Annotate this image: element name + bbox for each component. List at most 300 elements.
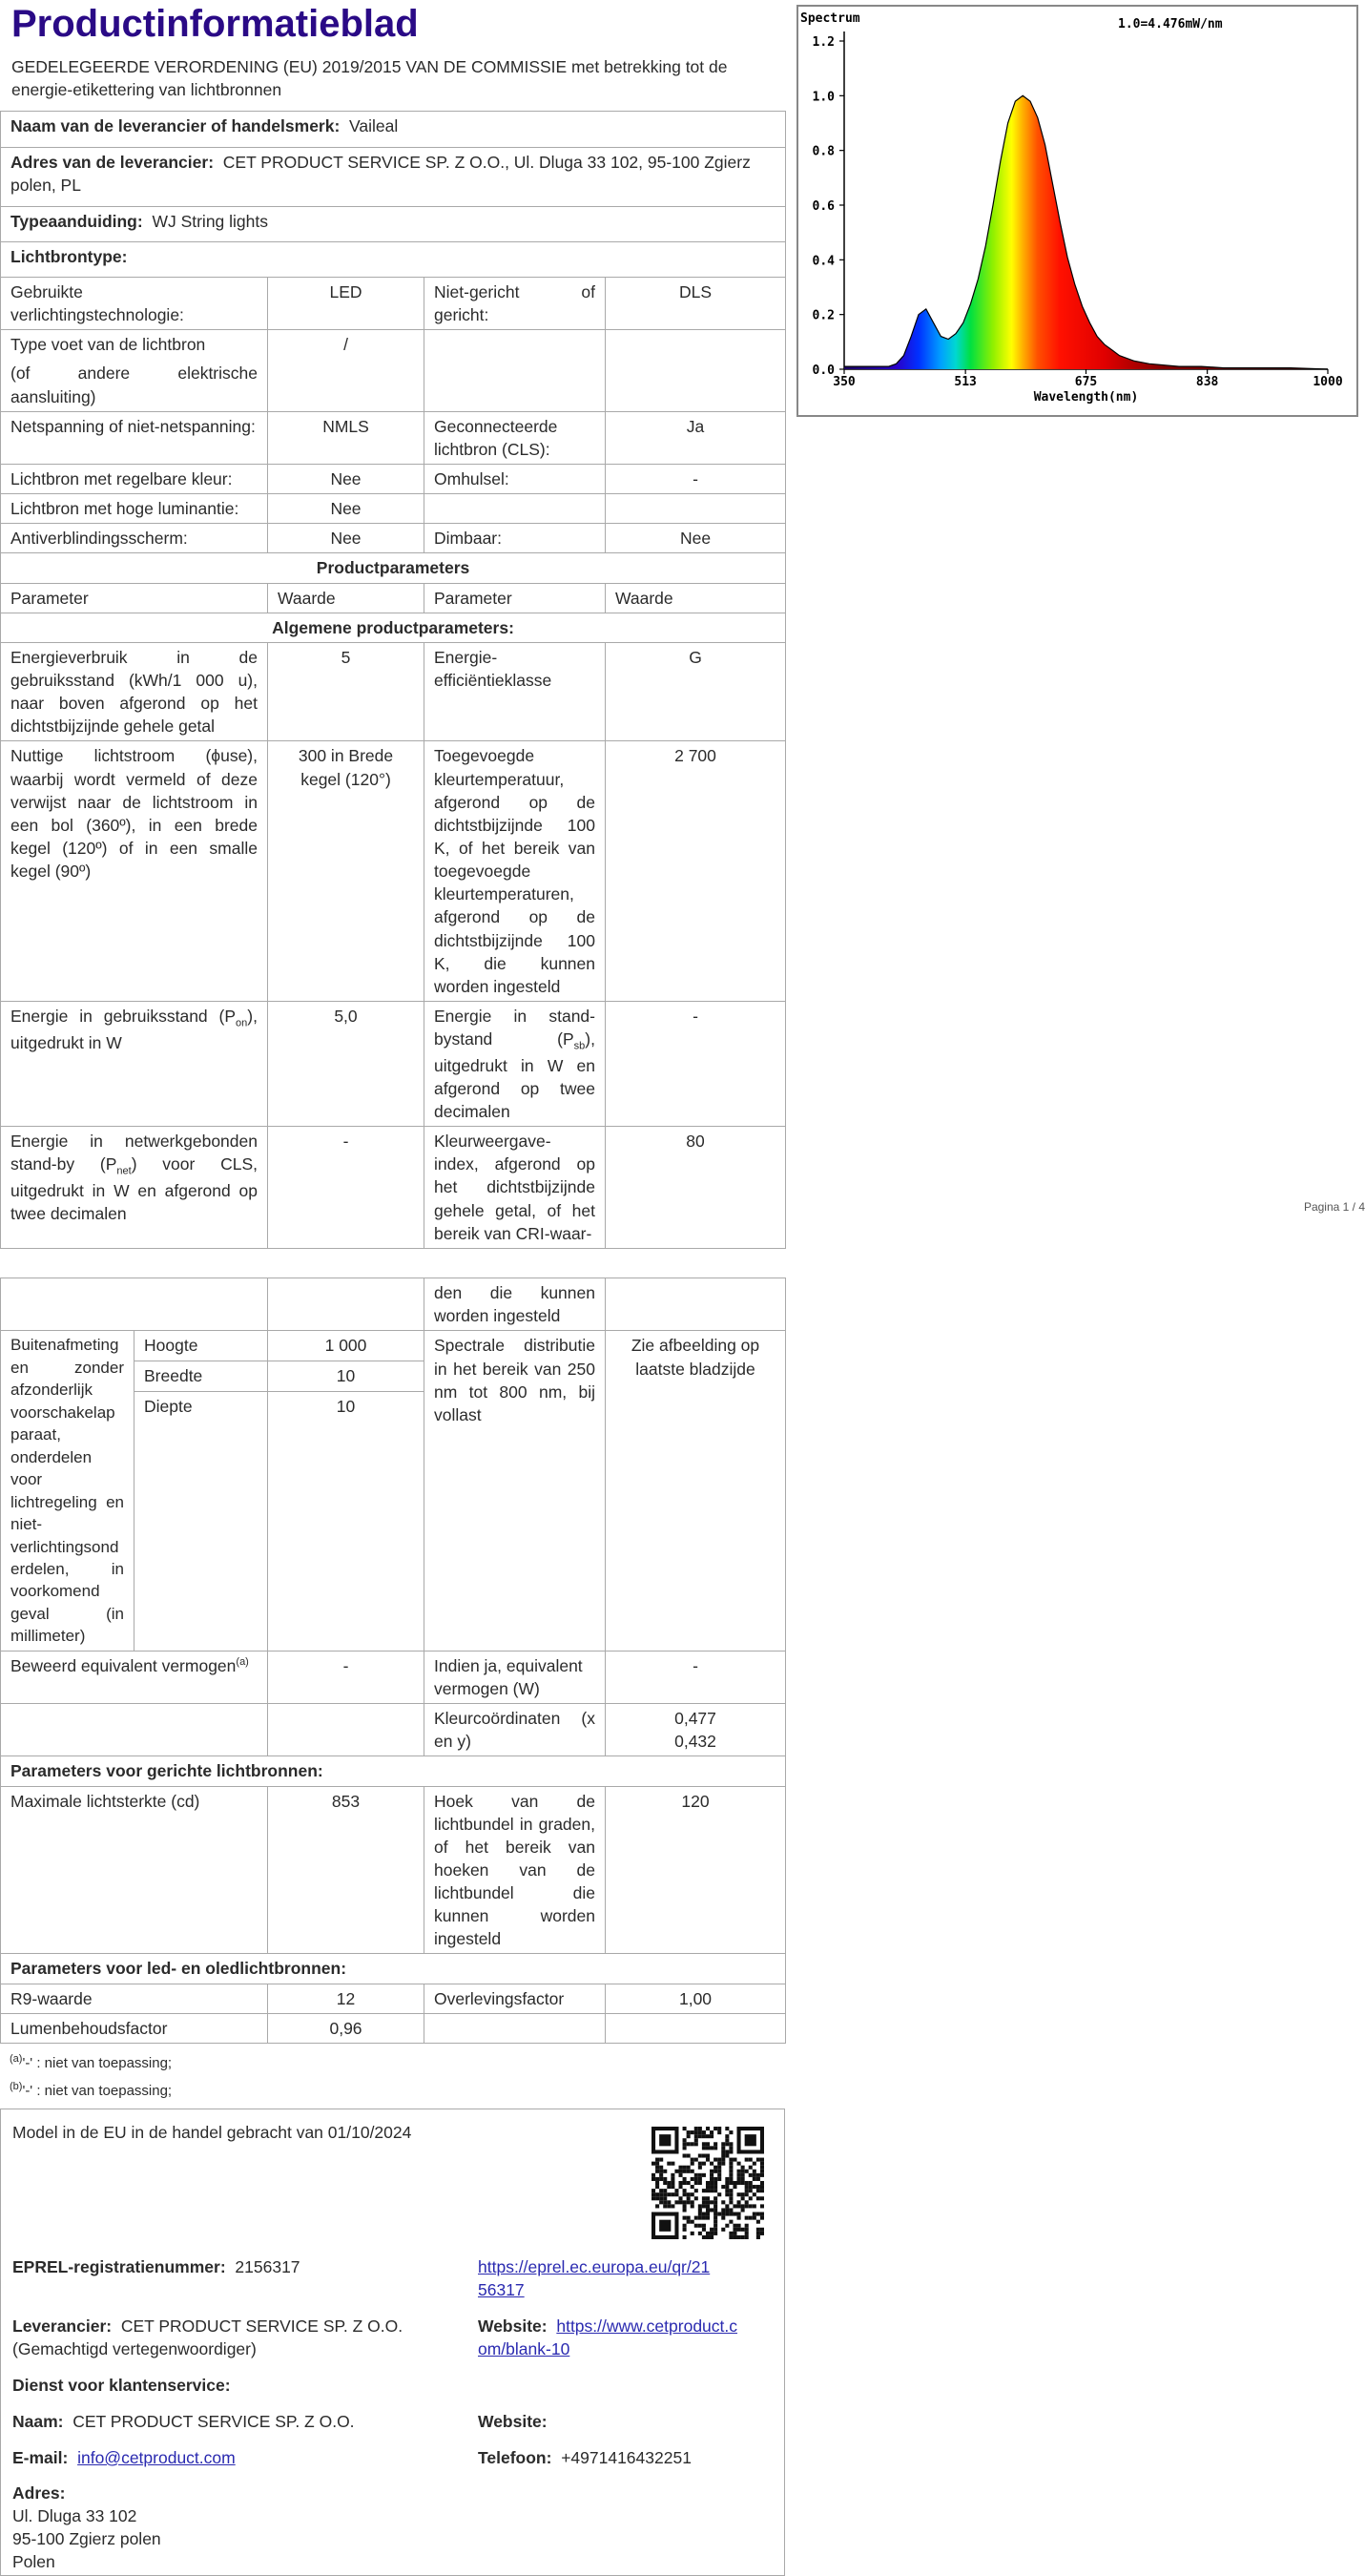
qr-module xyxy=(659,2200,663,2204)
qr-module xyxy=(710,2228,714,2232)
qr-module xyxy=(698,2212,702,2215)
energy-consumption-label: Energieverbruik in de gebruiksstand (kWh/1 000 u), naar boven afgerond op het dichtstbijzijnde gehele getal xyxy=(1,642,268,741)
equivalent-power-label xyxy=(1,1651,268,1703)
eprel-link-line1[interactable]: https://eprel.ec.europa.eu/qr/21 xyxy=(478,2256,711,2276)
qr-module xyxy=(756,2189,760,2192)
col-parameter: Parameter xyxy=(1,583,268,613)
qr-module xyxy=(710,2162,714,2166)
qr-module xyxy=(687,2130,691,2134)
qr-module xyxy=(706,2146,710,2150)
leverancier xyxy=(12,2315,465,2360)
qr-module xyxy=(725,2127,729,2130)
qr-module xyxy=(737,2181,741,2185)
spectrum-plot xyxy=(798,7,1356,415)
qr-module xyxy=(737,2162,741,2166)
qr-module xyxy=(721,2212,725,2215)
qr-module xyxy=(687,2200,691,2204)
qr-module xyxy=(706,2235,710,2239)
qr-module xyxy=(702,2200,706,2204)
website-link-line1[interactable]: https://www.cetproduct.c xyxy=(556,2316,738,2336)
general-params-heading: Algemene productparameters: xyxy=(1,613,786,642)
leverancier-label: Leverancier: xyxy=(12,2316,113,2336)
qr-module xyxy=(710,2200,714,2204)
qr-module xyxy=(683,2181,687,2185)
qr-module xyxy=(710,2232,714,2235)
qr-module xyxy=(714,2177,717,2181)
qr-module xyxy=(760,2189,764,2192)
qr-module xyxy=(714,2224,717,2228)
qr-module xyxy=(698,2127,702,2130)
qr-module xyxy=(756,2157,760,2161)
qr-module xyxy=(678,2170,682,2173)
empty-cell xyxy=(606,494,786,524)
qr-module xyxy=(663,2204,667,2208)
eprel-value: 2156317 xyxy=(235,2256,300,2276)
qr-module xyxy=(683,2127,687,2130)
qr-finder xyxy=(737,2127,741,2153)
qr-module xyxy=(729,2235,733,2239)
qr-module xyxy=(760,2185,764,2189)
qr-module xyxy=(717,2212,721,2215)
r9-value: 12 xyxy=(268,1984,424,2013)
qr-module xyxy=(737,2212,741,2215)
qr-module xyxy=(674,2192,678,2196)
qr-module xyxy=(745,2192,749,2196)
qr-module xyxy=(663,2196,667,2200)
qr-module xyxy=(691,2185,694,2189)
equiv-text: Beweerd equivalent vermogen xyxy=(10,1655,237,1675)
qr-module xyxy=(714,2142,717,2146)
color-temperature-label: Toegevoegde kleurtemperatuur, afgerond op de dichtstbijzijnde 100 K, of het bereik van toegevoegde kleurtemperaturen, afgerond op de dichtstbijzijnde 100 K, die kunnen worden ingesteld xyxy=(424,741,606,1002)
qr-module xyxy=(698,2177,702,2181)
qr-module xyxy=(714,2146,717,2150)
qr-finder xyxy=(760,2127,764,2153)
qr-finder xyxy=(651,2235,678,2239)
spectrum-area xyxy=(844,95,1328,369)
qr-module xyxy=(702,2189,706,2192)
qr-module xyxy=(733,2157,736,2161)
chromaticity-x: 0,477 xyxy=(674,1709,716,1729)
qr-module xyxy=(729,2192,733,2196)
led-heading: Parameters voor led- en oledlichtbronnen: xyxy=(1,1954,786,1984)
qr-module xyxy=(710,2235,714,2239)
luminous-flux-label: Nuttige lichtstroom (ϕuse), waarbij wordt vermeld of deze verwijst naar de lichtstroom in een bol (360º), in een brede kegel (120º) of in een smalle kegel (90º) xyxy=(1,741,268,1002)
anti-glare-value: Nee xyxy=(268,524,424,553)
qr-module xyxy=(733,2235,736,2239)
qr-module xyxy=(671,2185,674,2189)
qr-module xyxy=(655,2162,659,2166)
website-link-line2[interactable]: om/blank-10 xyxy=(478,2338,570,2358)
qr-module xyxy=(698,2153,702,2157)
qr-module xyxy=(694,2196,698,2200)
footnote-b xyxy=(0,2075,785,2103)
eprel-link-line2[interactable]: 56317 xyxy=(478,2279,525,2299)
standby-power-value: - xyxy=(606,1001,786,1126)
qr-module xyxy=(721,2162,725,2166)
qr-module xyxy=(741,2208,745,2212)
qr-module xyxy=(651,2196,655,2200)
qr-module xyxy=(702,2196,706,2200)
qr-module xyxy=(691,2192,694,2196)
qr-module xyxy=(683,2235,687,2239)
empty-cell xyxy=(1,1278,268,1331)
qr-module xyxy=(671,2162,674,2166)
qr-module xyxy=(760,2173,764,2177)
qr-module xyxy=(721,2153,725,2157)
qr-module xyxy=(683,2192,687,2196)
qr-module xyxy=(714,2215,717,2219)
pnet-sub: net xyxy=(116,1165,132,1177)
qr-module xyxy=(687,2170,691,2173)
chart-title: Spectrum xyxy=(800,11,860,26)
qr-module xyxy=(694,2181,698,2185)
cap-type-line1: Type voet van de lichtbron xyxy=(10,335,206,355)
qr-module xyxy=(651,2189,655,2192)
spectral-distribution-label: Spectrale distributie in het bereik van 250 nm tot 800 nm, bij vollast xyxy=(424,1331,606,1651)
qr-module xyxy=(698,2232,702,2235)
qr-module xyxy=(691,2162,694,2166)
cls-value: Ja xyxy=(606,411,786,464)
qr-module xyxy=(674,2170,678,2173)
qr-module xyxy=(655,2166,659,2170)
envelope-label: Omhulsel: xyxy=(424,464,606,493)
directional-value: DLS xyxy=(606,278,786,330)
qr-module xyxy=(651,2192,655,2196)
survival-factor-value: 1,00 xyxy=(606,1984,786,2013)
energy-class-label: Energie-efficiëntieklasse xyxy=(424,642,606,741)
qr-module xyxy=(745,2200,749,2204)
energy-class-value: G xyxy=(606,642,786,741)
qr-module xyxy=(683,2224,687,2228)
qr-module xyxy=(691,2220,694,2224)
empty-cell xyxy=(606,2013,786,2043)
qr-module xyxy=(725,2150,729,2153)
y-tick-label: 0.4 xyxy=(812,254,835,269)
qr-module xyxy=(741,2228,745,2232)
cri-label: Kleurweergave-index, afgerond op het dichtstbijzijnde gehele getal, of het bereik van CRI-waar- xyxy=(424,1127,606,1249)
qr-finder xyxy=(737,2127,764,2130)
supplier-value: Vaileal xyxy=(349,116,399,135)
qr-module xyxy=(745,2215,749,2219)
qr-module xyxy=(706,2212,710,2215)
qr-module xyxy=(737,2173,741,2177)
adres-line: 95-100 Zgierz polen xyxy=(12,2528,161,2548)
footnote-a-sup: (a) xyxy=(10,2052,23,2065)
qr-module xyxy=(737,2235,741,2239)
qr-module xyxy=(710,2130,714,2134)
qr-module xyxy=(729,2162,733,2166)
address-row xyxy=(1,148,786,207)
x-tick-label: 350 xyxy=(833,375,856,389)
qr-module xyxy=(721,2150,725,2153)
qr-module xyxy=(725,2142,729,2146)
qr-module xyxy=(706,2153,710,2157)
technology-value: LED xyxy=(268,278,424,330)
email-link[interactable]: info@cetproduct.com xyxy=(77,2447,236,2467)
qr-module xyxy=(725,2212,729,2215)
qr-module xyxy=(714,2228,717,2232)
qr-module xyxy=(714,2196,717,2200)
type-label: Typeaanduiding: xyxy=(10,212,143,231)
qr-module xyxy=(725,2192,729,2196)
chromaticity-value xyxy=(606,1704,786,1756)
leverancier-value: CET PRODUCT SERVICE SP. Z O.O. (Gemachtigd vertegenwoordiger) xyxy=(12,2316,403,2358)
dim-width-label: Breedte xyxy=(134,1361,268,1392)
qr-module xyxy=(725,2177,729,2181)
chart-annotation: 1.0=4.476mW/nm xyxy=(1118,17,1223,31)
on-mode-power-value: 5,0 xyxy=(268,1001,424,1126)
eprel-link[interactable] xyxy=(478,2255,710,2301)
qr-module xyxy=(659,2192,663,2196)
cri-label-continued: den die kunnen worden ingesteld xyxy=(424,1278,606,1331)
qr-finder xyxy=(737,2150,764,2153)
empty-cell xyxy=(424,2013,606,2043)
qr-module xyxy=(702,2142,706,2146)
qr-module xyxy=(659,2166,663,2170)
qr-module xyxy=(717,2127,721,2130)
qr-module xyxy=(753,2192,756,2196)
qr-module xyxy=(663,2177,667,2181)
qr-module xyxy=(655,2204,659,2208)
y-tick-label: 0.6 xyxy=(812,199,835,214)
qr-module xyxy=(651,2162,655,2166)
qr-module xyxy=(694,2215,698,2219)
qr-module xyxy=(674,2200,678,2204)
qr-module xyxy=(702,2224,706,2228)
address-label: Adres van de leverancier: xyxy=(10,153,215,172)
qr-module xyxy=(729,2212,733,2215)
qr-module xyxy=(683,2138,687,2142)
qr-module xyxy=(729,2130,733,2134)
qr-module xyxy=(714,2127,717,2130)
qr-module xyxy=(671,2173,674,2177)
empty-cell xyxy=(606,1278,786,1331)
qr-module xyxy=(729,2196,733,2200)
qr-module xyxy=(729,2208,733,2212)
qr-module xyxy=(760,2181,764,2185)
qr-module xyxy=(714,2157,717,2161)
qr-module xyxy=(702,2212,706,2215)
qr-module xyxy=(698,2208,702,2212)
qr-module xyxy=(683,2208,687,2212)
qr-module xyxy=(706,2134,710,2138)
qr-module xyxy=(691,2142,694,2146)
qr-module xyxy=(694,2224,698,2228)
qr-module xyxy=(694,2134,698,2138)
qr-module xyxy=(714,2204,717,2208)
qr-module xyxy=(760,2157,764,2161)
dim-width-value: 10 xyxy=(268,1361,424,1392)
market-date: Model in de EU in de handel gebracht van 01/10/2024 xyxy=(12,2122,412,2142)
qr-module xyxy=(756,2228,760,2232)
qr-module xyxy=(745,2189,749,2192)
qr-module xyxy=(749,2181,753,2185)
qr-module xyxy=(663,2189,667,2192)
qr-module xyxy=(706,2208,710,2212)
telefoon-label: Telefoon: xyxy=(478,2447,552,2467)
equivalent-watt-label: Indien ja, equivalent vermogen (W) xyxy=(424,1651,606,1703)
qr-module xyxy=(655,2170,659,2173)
qr-module xyxy=(678,2196,682,2200)
qr-module xyxy=(683,2153,687,2157)
qr-module xyxy=(729,2232,733,2235)
qr-module xyxy=(745,2228,749,2232)
qr-module xyxy=(721,2185,725,2189)
supplier-label: Naam van de leverancier of handelsmerk: xyxy=(10,116,341,135)
qr-module xyxy=(717,2173,721,2177)
qr-module xyxy=(694,2189,698,2192)
qr-module xyxy=(753,2170,756,2173)
qr-module xyxy=(674,2189,678,2192)
qr-module xyxy=(683,2177,687,2181)
lumen-maintenance-label: Lumenbehoudsfactor xyxy=(1,2013,268,2043)
qr-module xyxy=(655,2196,659,2200)
qr-module xyxy=(729,2157,733,2161)
qr-module xyxy=(725,2189,729,2192)
qr-module xyxy=(714,2185,717,2189)
address-value: CET PRODUCT SERVICE SP. Z O.O., Ul. Dluga 33 102, 95-100 Zgierz polen, PL xyxy=(10,153,751,196)
qr-finder xyxy=(659,2220,671,2232)
qr-module xyxy=(749,2196,753,2200)
email-label: E-mail: xyxy=(12,2447,69,2467)
eprel-label: EPREL-registratienummer: xyxy=(12,2256,226,2276)
qr-module xyxy=(691,2232,694,2235)
y-tick-label: 0.8 xyxy=(812,144,835,159)
qr-module xyxy=(741,2204,745,2208)
psb-text-b: ), uitgedrukt in W en afgerond op twee decimalen xyxy=(434,1029,595,1122)
qr-module xyxy=(721,2208,725,2212)
qr-module xyxy=(691,2130,694,2134)
qr-module xyxy=(710,2134,714,2138)
qr-module xyxy=(698,2181,702,2185)
y-tick-label: 0.0 xyxy=(812,364,835,378)
qr-module xyxy=(667,2204,671,2208)
qr-module xyxy=(663,2170,667,2173)
qr-module xyxy=(760,2196,764,2200)
psb-sub: sb xyxy=(573,1040,586,1052)
qr-module xyxy=(698,2134,702,2138)
light-type-label: Lichtbrontype: xyxy=(1,242,786,278)
qr-module xyxy=(721,2146,725,2150)
qr-module xyxy=(706,2142,710,2146)
spectrum-chart xyxy=(796,5,1358,417)
qr-module xyxy=(667,2181,671,2185)
qr-module xyxy=(687,2142,691,2146)
qr-module xyxy=(710,2177,714,2181)
qr-module xyxy=(698,2215,702,2219)
qr-module xyxy=(737,2192,741,2196)
qr-module xyxy=(651,2177,655,2181)
qr-module xyxy=(710,2208,714,2212)
x-tick-label: 838 xyxy=(1195,375,1219,389)
high-luminance-value: Nee xyxy=(268,494,424,524)
qr-finder xyxy=(659,2134,671,2146)
qr-module xyxy=(683,2146,687,2150)
qr-module xyxy=(714,2208,717,2212)
qr-module xyxy=(678,2166,682,2170)
qr-module xyxy=(691,2204,694,2208)
qr-module xyxy=(741,2235,745,2239)
qr-module xyxy=(702,2204,706,2208)
equivalent-power-value: - xyxy=(268,1651,424,1703)
qr-module xyxy=(714,2170,717,2173)
qr-module xyxy=(683,2200,687,2204)
qr-module xyxy=(651,2173,655,2177)
qr-module xyxy=(687,2181,691,2185)
qr-module xyxy=(741,2170,745,2173)
qr-module xyxy=(698,2173,702,2177)
qr-module xyxy=(749,2166,753,2170)
qr-module xyxy=(729,2200,733,2204)
equivalent-watt-value: - xyxy=(606,1651,786,1703)
empty-cell xyxy=(606,330,786,411)
qr-module xyxy=(749,2215,753,2219)
qr-module xyxy=(683,2228,687,2232)
type-row xyxy=(1,207,786,242)
anti-glare-label: Antiverblindingsscherm: xyxy=(1,524,268,553)
qr-module xyxy=(745,2170,749,2173)
qr-module xyxy=(745,2157,749,2161)
qr-module xyxy=(737,2200,741,2204)
qr-code-icon[interactable] xyxy=(651,2127,764,2239)
x-tick-label: 675 xyxy=(1074,375,1098,389)
qr-module xyxy=(683,2189,687,2192)
qr-module xyxy=(729,2220,733,2224)
qr-module xyxy=(710,2181,714,2185)
qr-module xyxy=(741,2173,745,2177)
qr-module xyxy=(733,2232,736,2235)
qr-module xyxy=(741,2166,745,2170)
qr-module xyxy=(706,2189,710,2192)
qr-module xyxy=(687,2196,691,2200)
qr-module xyxy=(702,2146,706,2150)
qr-module xyxy=(737,2228,741,2232)
qr-module xyxy=(659,2189,663,2192)
empty-cell xyxy=(424,494,606,524)
pon-text-b: ), uitgedrukt in W xyxy=(10,1006,258,1052)
qr-module xyxy=(710,2189,714,2192)
customer-service-label: Dienst voor klantenservice: xyxy=(12,2375,231,2395)
qr-module xyxy=(737,2204,741,2208)
qr-module xyxy=(745,2185,749,2189)
service-name xyxy=(12,2410,355,2433)
qr-module xyxy=(702,2162,706,2166)
chromaticity-label: Kleurcoördinaten (x en y) xyxy=(424,1704,606,1756)
service-website-label: Website: xyxy=(478,2411,548,2431)
qr-module xyxy=(663,2200,667,2204)
qr-module xyxy=(714,2200,717,2204)
cap-type-label xyxy=(1,330,268,411)
color-temperature-value: 2 700 xyxy=(606,741,786,1002)
footnote-a-text: '-' : niet van toepassing; xyxy=(22,2054,173,2071)
qr-module xyxy=(717,2162,721,2166)
qr-module xyxy=(655,2185,659,2189)
qr-module xyxy=(749,2173,753,2177)
qr-module xyxy=(737,2224,741,2228)
qr-module xyxy=(683,2170,687,2173)
supplier-table xyxy=(0,111,786,1249)
y-tick-label: 1.2 xyxy=(812,35,835,50)
qr-module xyxy=(655,2181,659,2185)
qr-finder xyxy=(674,2212,678,2238)
service-email xyxy=(12,2446,236,2469)
x-axis-label: Wavelength(nm) xyxy=(1033,390,1139,405)
qr-module xyxy=(741,2192,745,2196)
equiv-sup: (a) xyxy=(236,1655,249,1668)
qr-module xyxy=(655,2157,659,2161)
directional-heading: Parameters voor gerichte lichtbronnen: xyxy=(1,1756,786,1786)
x-tick-label: 513 xyxy=(954,375,977,389)
